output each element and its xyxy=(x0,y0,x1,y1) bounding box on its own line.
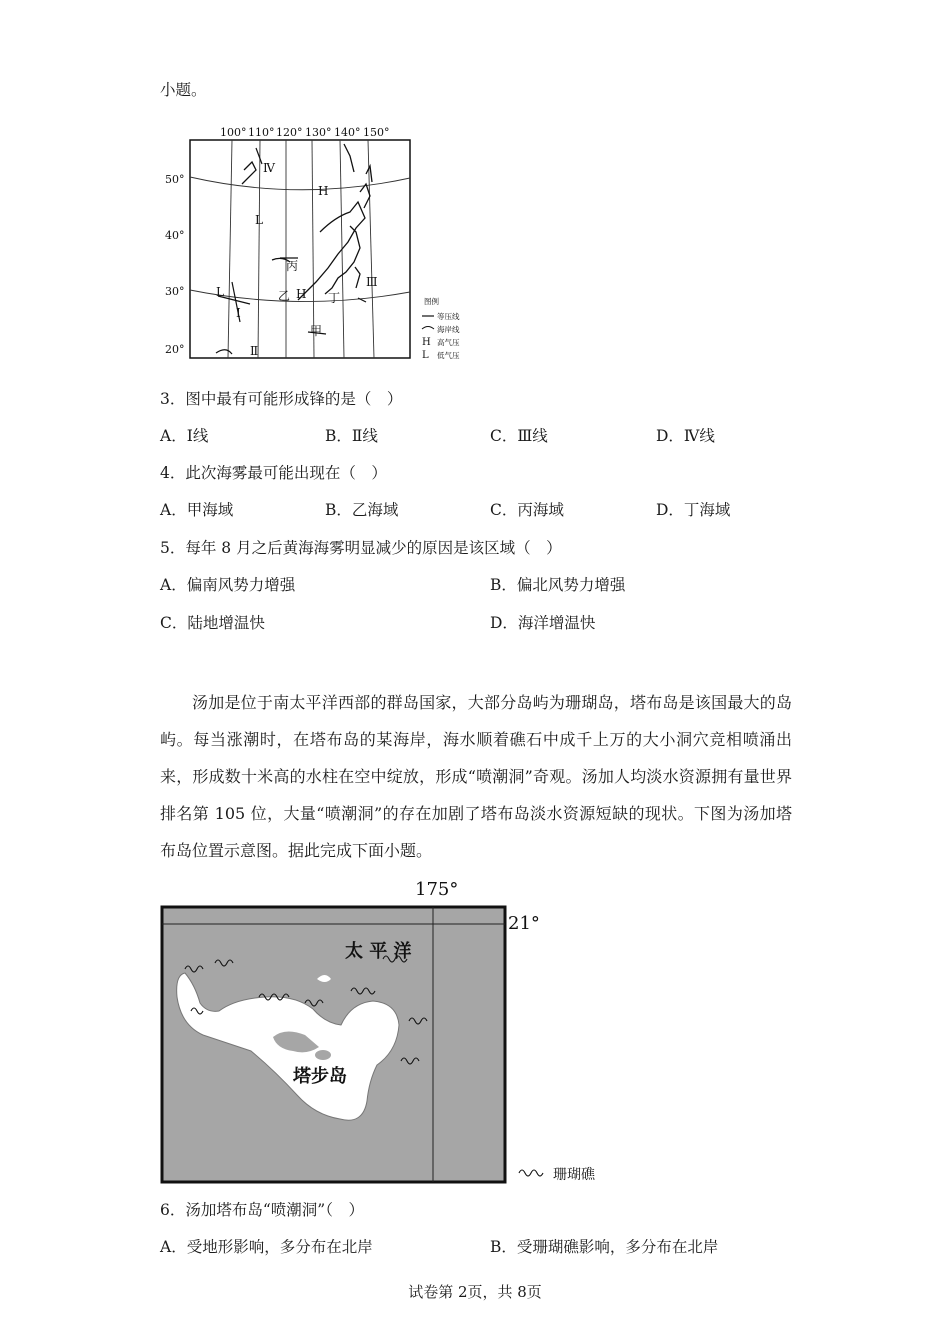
q5-option-b[interactable]: B．偏北风势力增强 xyxy=(490,576,626,594)
line-label-i: Ⅰ xyxy=(236,306,241,320)
q3-option-b[interactable]: B．Ⅱ线 xyxy=(325,427,378,445)
lon-label: 110° xyxy=(248,126,275,139)
sea-ding: 丁 xyxy=(328,291,341,305)
reef-legend-icon xyxy=(519,1170,543,1176)
legend-isobar: 等压线 xyxy=(437,312,460,321)
lat-label: 50° xyxy=(165,173,185,186)
intro-tail: 小题。 xyxy=(160,81,207,99)
legend-l-symbol: L xyxy=(422,350,429,361)
page-footer: 试卷第 2页，共 8页 xyxy=(408,1283,542,1301)
sea-yi: 乙 xyxy=(278,289,291,303)
q5-option-d[interactable]: D．海洋增温快 xyxy=(490,614,596,632)
high-pressure-h: H xyxy=(296,287,307,301)
low-pressure-l: L xyxy=(255,213,263,227)
reef-legend-label: 珊瑚礁 xyxy=(553,1167,595,1183)
ocean-label: 太 平 洋 xyxy=(345,941,412,962)
legend-high: 高气压 xyxy=(437,338,460,347)
q5-stem: 5．每年 8 月之后黄海海雾明显减少的原因是该区域（ ） xyxy=(160,539,562,557)
q5-option-c[interactable]: C．陆地增温快 xyxy=(160,614,265,632)
lat-label: 30° xyxy=(165,285,185,298)
q4-option-c[interactable]: C．丙海域 xyxy=(490,501,564,519)
q4-stem: 4．此次海雾最可能出现在（ ） xyxy=(160,464,387,482)
line-label-iii: Ⅲ xyxy=(366,275,378,289)
passage-text: 汤加是位于南太平洋西部的群岛国家，大部分岛屿为珊瑚岛，塔布岛是该国最大的岛屿。每当涨潮时，在塔布岛的某海岸，海水顺着礁石中成千上万的大小洞穴竞相喷涌出来，形成数十米高的水柱在空中绽放，形成“喷潮洞”奇观。汤加人均淡水资源拥有量世界排名第 105 位，大量“喷潮洞”的存在加剧了塔布岛淡水资源短缺的现状。下图为汤加塔布岛位置示意图。据此完成下面小题。 xyxy=(160,693,792,860)
legend-coastline: 海岸线 xyxy=(437,325,460,334)
low-pressure-l: L xyxy=(216,285,224,299)
line-label-iv: Ⅳ xyxy=(263,161,275,175)
lat-label: 40° xyxy=(165,229,185,242)
passage xyxy=(160,684,792,869)
q3-option-c[interactable]: C．Ⅲ线 xyxy=(490,427,548,445)
q3-stem: 3．图中最有可能形成锋的是（ ） xyxy=(160,390,403,408)
high-pressure-h: H xyxy=(318,184,329,198)
legend-low: 低气压 xyxy=(437,351,460,360)
q4-option-a[interactable]: A．甲海域 xyxy=(160,501,234,519)
q3-option-a[interactable]: A．Ⅰ线 xyxy=(160,427,209,445)
q4-option-b[interactable]: B．乙海域 xyxy=(325,501,399,519)
lon-label: 130° xyxy=(305,126,332,139)
lon-label: 150° xyxy=(363,126,390,139)
lon-label: 175° xyxy=(415,879,459,900)
sea-bing: 丙 xyxy=(286,259,299,273)
q3-option-d[interactable]: D．Ⅳ线 xyxy=(656,427,715,445)
island-label: 塔步岛 xyxy=(293,1066,347,1087)
lon-label: 140° xyxy=(334,126,361,139)
q6-option-a[interactable]: A．受地形影响，多分布在北岸 xyxy=(160,1238,373,1256)
legend-h-symbol: H xyxy=(422,337,431,348)
sea-jia: 甲 xyxy=(310,324,323,338)
q6-stem: 6．汤加塔布岛“喷潮洞”（ ） xyxy=(160,1201,364,1219)
island-map xyxy=(155,875,635,1190)
lon-label: 120° xyxy=(276,126,303,139)
q5-option-a[interactable]: A．偏南风势力增强 xyxy=(160,576,296,594)
lat-label: 21° xyxy=(508,913,540,934)
lon-label: 100° xyxy=(220,126,247,139)
line-label-ii: Ⅱ xyxy=(250,344,259,358)
q6-option-b[interactable]: B．受珊瑚礁影响，多分布在北岸 xyxy=(490,1238,719,1256)
legend-title: 图例 xyxy=(424,297,439,306)
weather-map xyxy=(160,122,480,367)
lat-label: 20° xyxy=(165,343,185,356)
q4-option-d[interactable]: D．丁海域 xyxy=(656,501,731,519)
